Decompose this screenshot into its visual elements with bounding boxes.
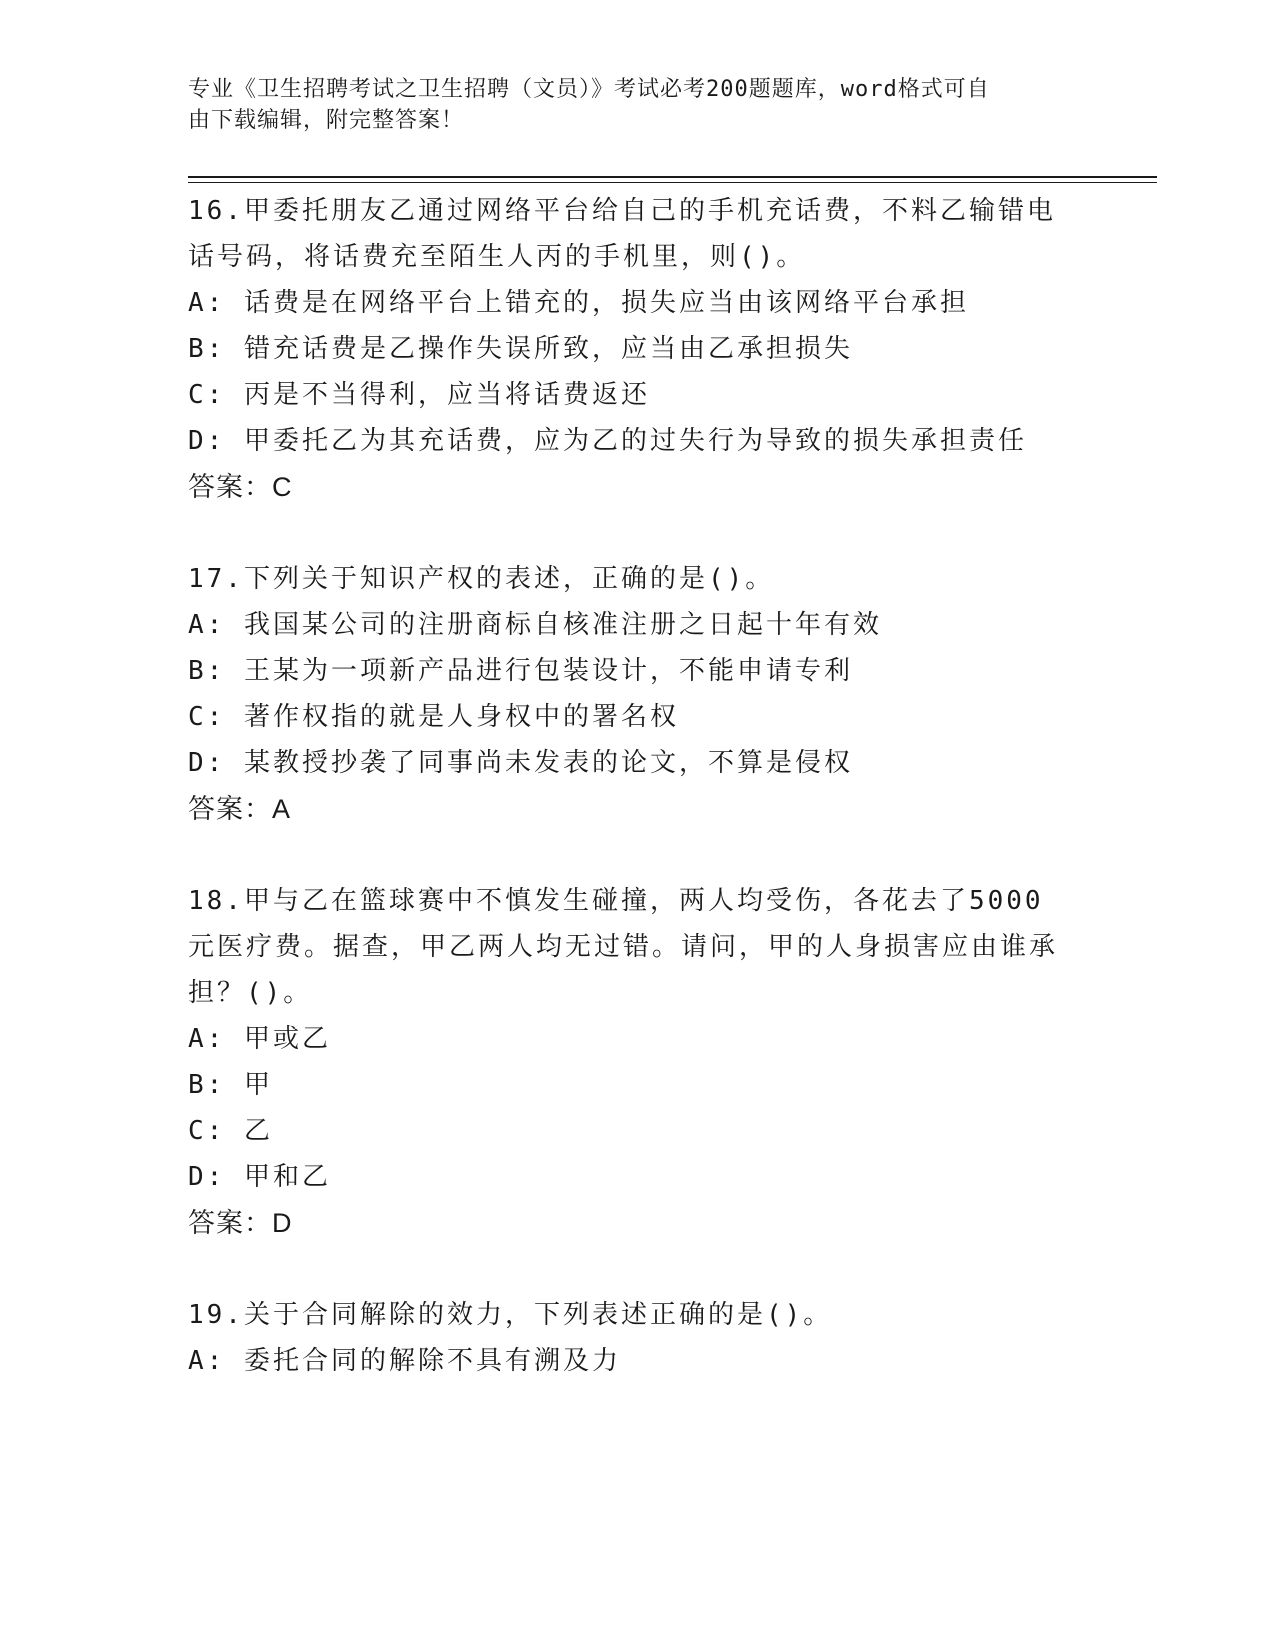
question-stem: 18.甲与乙在篮球赛中不慎发生碰撞，两人均受伤，各花去了5000元医疗费。据查，甲乙两人均无过错。请问，甲的人身损害应由谁承担？()。	[188, 886, 1059, 1008]
question-list	[188, 188, 1088, 1384]
option-d: D: 甲委托乙为其充话费，应为乙的过失行为导致的损失承担责任	[188, 426, 1027, 456]
question-stem: 16.甲委托朋友乙通过网络平台给自己的手机充话费，不料乙输错电话号码，将话费充至陌生人丙的手机里，则()。	[188, 196, 1056, 272]
question-17	[188, 556, 1088, 832]
option-d: D: 某教授抄袭了同事尚未发表的论文，不算是侵权	[188, 748, 853, 778]
question-stem: 17.下列关于知识产权的表述，正确的是()。	[188, 564, 775, 594]
question-18	[188, 878, 1088, 1246]
question-19	[188, 1292, 1088, 1384]
document-header	[188, 74, 1068, 136]
option-a: A: 委托合同的解除不具有溯及力	[188, 1346, 621, 1376]
option-a: A: 我国某公司的注册商标自核准注册之日起十年有效	[188, 610, 882, 640]
header-line-2: 由下载编辑，附完整答案！	[188, 108, 465, 133]
option-b: B: 甲	[188, 1070, 273, 1100]
question-16	[188, 188, 1088, 510]
answer-line: 答案：C	[188, 472, 293, 502]
option-a: A: 甲或乙	[188, 1024, 331, 1054]
option-b: B: 王某为一项新产品进行包装设计，不能申请专利	[188, 656, 853, 686]
option-d: D: 甲和乙	[188, 1162, 331, 1192]
header-line-1: 专业《卫生招聘考试之卫生招聘（文员）》考试必考200题题库，word格式可自	[188, 77, 990, 102]
question-spacer	[188, 1246, 1088, 1292]
question-stem: 19.关于合同解除的效力，下列表述正确的是()。	[188, 1300, 833, 1330]
question-spacer	[188, 510, 1088, 556]
option-a: A: 话费是在网络平台上错充的，损失应当由该网络平台承担	[188, 288, 969, 318]
question-spacer	[188, 832, 1088, 878]
option-c: C: 乙	[188, 1116, 273, 1146]
option-b: B: 错充话费是乙操作失误所致，应当由乙承担损失	[188, 334, 853, 364]
answer-line: 答案：D	[188, 1208, 293, 1238]
option-c: C: 丙是不当得利，应当将话费返还	[188, 380, 650, 410]
header-divider-thick	[188, 176, 1157, 178]
answer-line: 答案：A	[188, 794, 292, 824]
header-divider-thin	[188, 182, 1157, 183]
option-c: C: 著作权指的就是人身权中的署名权	[188, 702, 679, 732]
